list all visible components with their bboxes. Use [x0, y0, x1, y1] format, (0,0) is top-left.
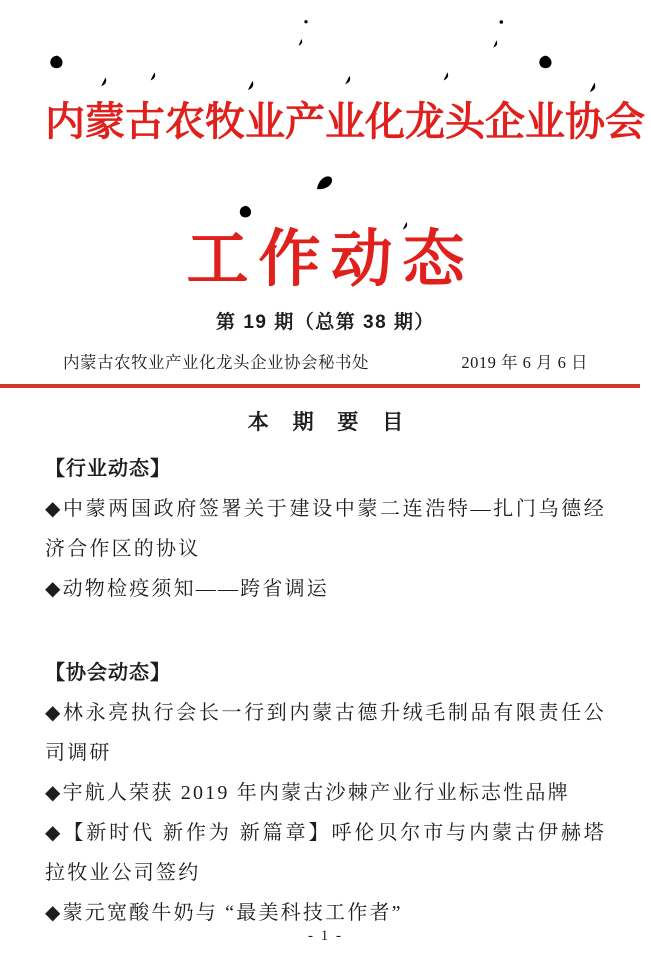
mongolian-glyph-icon: [313, 171, 339, 193]
association-name-title: 内蒙古农牧业产业化龙头企业协会: [45, 99, 645, 144]
page-number: - 1 -: [308, 928, 343, 944]
mongolian-glyph-icon: [292, 18, 311, 48]
mongolian-glyph-icon: [96, 18, 115, 88]
mongolian-glyph-icon: [194, 18, 213, 52]
mongolian-glyph-icon: [243, 18, 262, 92]
mongolian-glyph-icon: [145, 18, 164, 82]
divider-rule: [0, 384, 640, 388]
mongolian-glyph-icon: [585, 18, 604, 94]
issue-number: 第 19 期（总第 38 期）: [216, 311, 435, 333]
table-of-contents: [45, 406, 606, 933]
publisher-row: [45, 349, 606, 373]
publish-date: 2019 年 6 月 6 日: [461, 352, 588, 372]
toc-section-title-association: 【协会动态】: [45, 661, 171, 684]
mongolian-glyph-icon: [389, 18, 408, 44]
toc-item: ◆林永亮执行会长一行到内蒙古德升绒毛制品有限责任公司调研: [45, 701, 606, 764]
publisher-name: 内蒙古农牧业产业化龙头企业协会秘书处: [63, 352, 369, 372]
mongolian-glyph-icon: [397, 171, 416, 231]
mongolian-glyph-icon: [47, 18, 66, 70]
toc-item: ◆中蒙两国政府签署关于建设中蒙二连浩特—扎门乌德经济合作区的协议: [45, 497, 606, 560]
toc-item: ◆【新时代 新作为 新篇章】呼伦贝尔市与内蒙古伊赫塔拉牧业公司签约: [45, 821, 606, 884]
toc-item: ◆动物检疫须知——跨省调运: [45, 577, 329, 600]
toc-heading: 本 期 要 目: [247, 410, 413, 434]
mongolian-glyph-icon: [438, 18, 457, 82]
toc-item: ◆宇航人荣获 2019 年内蒙古沙棘产业行业标志性品牌: [45, 781, 570, 804]
bulletin-title: 工作动态: [186, 225, 475, 294]
toc-item: ◆蒙元宽酸牛奶与 “最美科技工作者”: [45, 901, 403, 924]
mongolian-script-banner: [45, 18, 606, 98]
mongolian-glyph-icon: [236, 171, 255, 219]
mongolian-script-subtitle: [45, 171, 606, 225]
mongolian-glyph-icon: [487, 18, 506, 50]
mongolian-glyph-icon: [536, 18, 555, 70]
mongolian-glyph-icon: [340, 18, 359, 86]
toc-section-title-industry: 【行业动态】: [45, 457, 171, 480]
